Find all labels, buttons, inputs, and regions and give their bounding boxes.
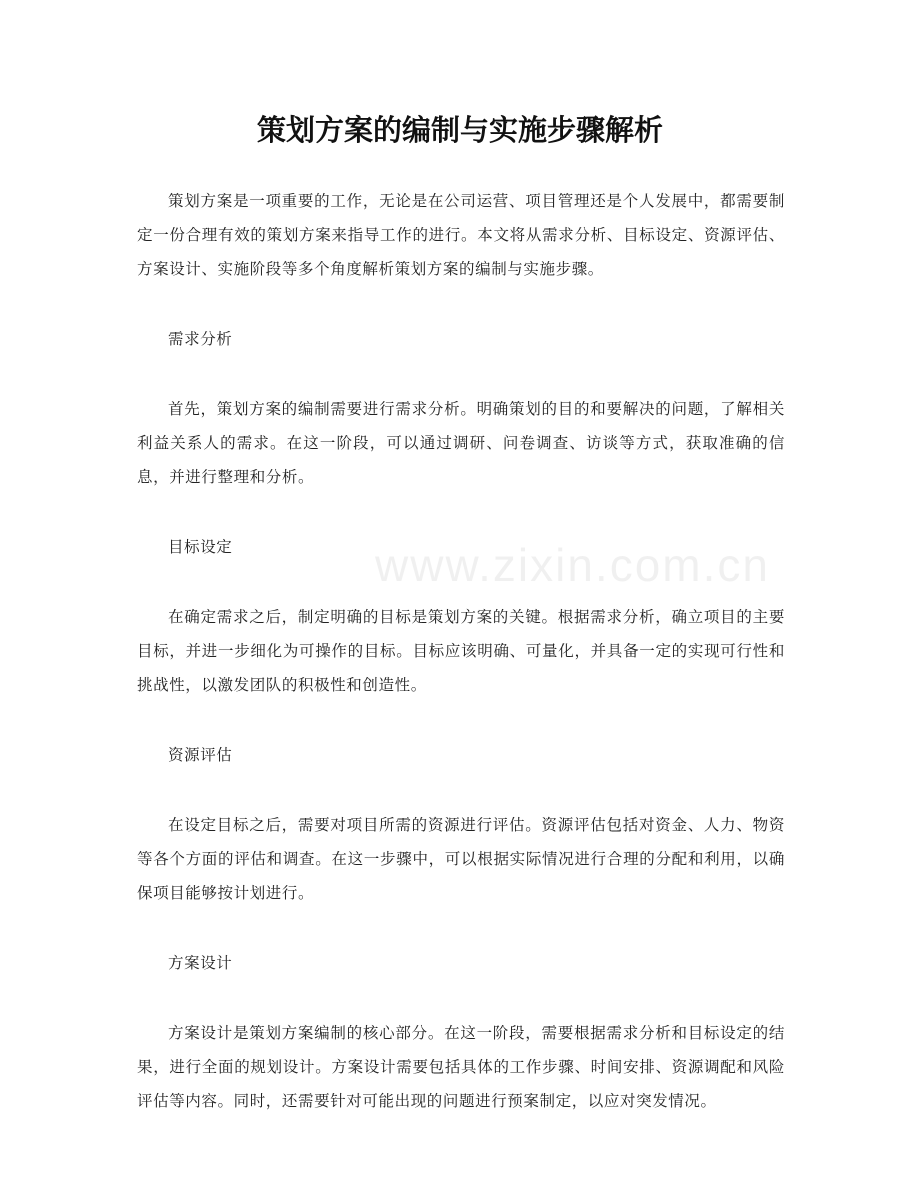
section-heading-design: 方案设计: [168, 954, 233, 972]
section-body-goals: 在确定需求之后，制定明确的目标是策划方案的关键。根据需求分析，确立项目的主要目标，并进一步细化为可操作的目标。目标应该明确、可量化，并具备一定的实现可行性和挑战性，以激发团队的积极性和创造性。: [137, 608, 785, 694]
section-body-design: 方案设计是策划方案编制的核心部分。在这一阶段，需要根据需求分析和目标设定的结果，进行全面的规划设计。方案设计需要包括具体的工作步骤、时间安排、资源调配和风险评估等内容。同时，还需要针对可能出现的问题进行预案制定，以应对突发情况。: [137, 1024, 785, 1110]
document-title: 策划方案的编制与实施步骤解析: [256, 113, 663, 147]
section-heading-goals: 目标设定: [168, 538, 233, 556]
section-body-requirements: 首先，策划方案的编制需要进行需求分析。明确策划的目的和要解决的问题，了解相关利益关系人的需求。在这一阶段，可以通过调研、问卷调查、访谈等方式，获取准确的信息，并进行整理和分析。: [137, 400, 785, 486]
intro-paragraph: 策划方案是一项重要的工作，无论是在公司运营、项目管理还是个人发展中，都需要制定一份合理有效的策划方案来指导工作的进行。本文将从需求分析、目标设定、资源评估、方案设计、实施阶段等多个角度解析策划方案的编制与实施步骤。: [137, 192, 785, 278]
document-body: [137, 184, 785, 1118]
section-heading-resources: 资源评估: [168, 746, 233, 764]
section-heading-requirements: 需求分析: [168, 330, 233, 348]
section-body-resources: 在设定目标之后，需要对项目所需的资源进行评估。资源评估包括对资金、人力、物资等各个方面的评估和调查。在这一步骤中，可以根据实际情况进行合理的分配和利用，以确保项目能够按计划进行。: [137, 816, 785, 902]
watermark: www.zixin.com.cn: [375, 539, 770, 591]
